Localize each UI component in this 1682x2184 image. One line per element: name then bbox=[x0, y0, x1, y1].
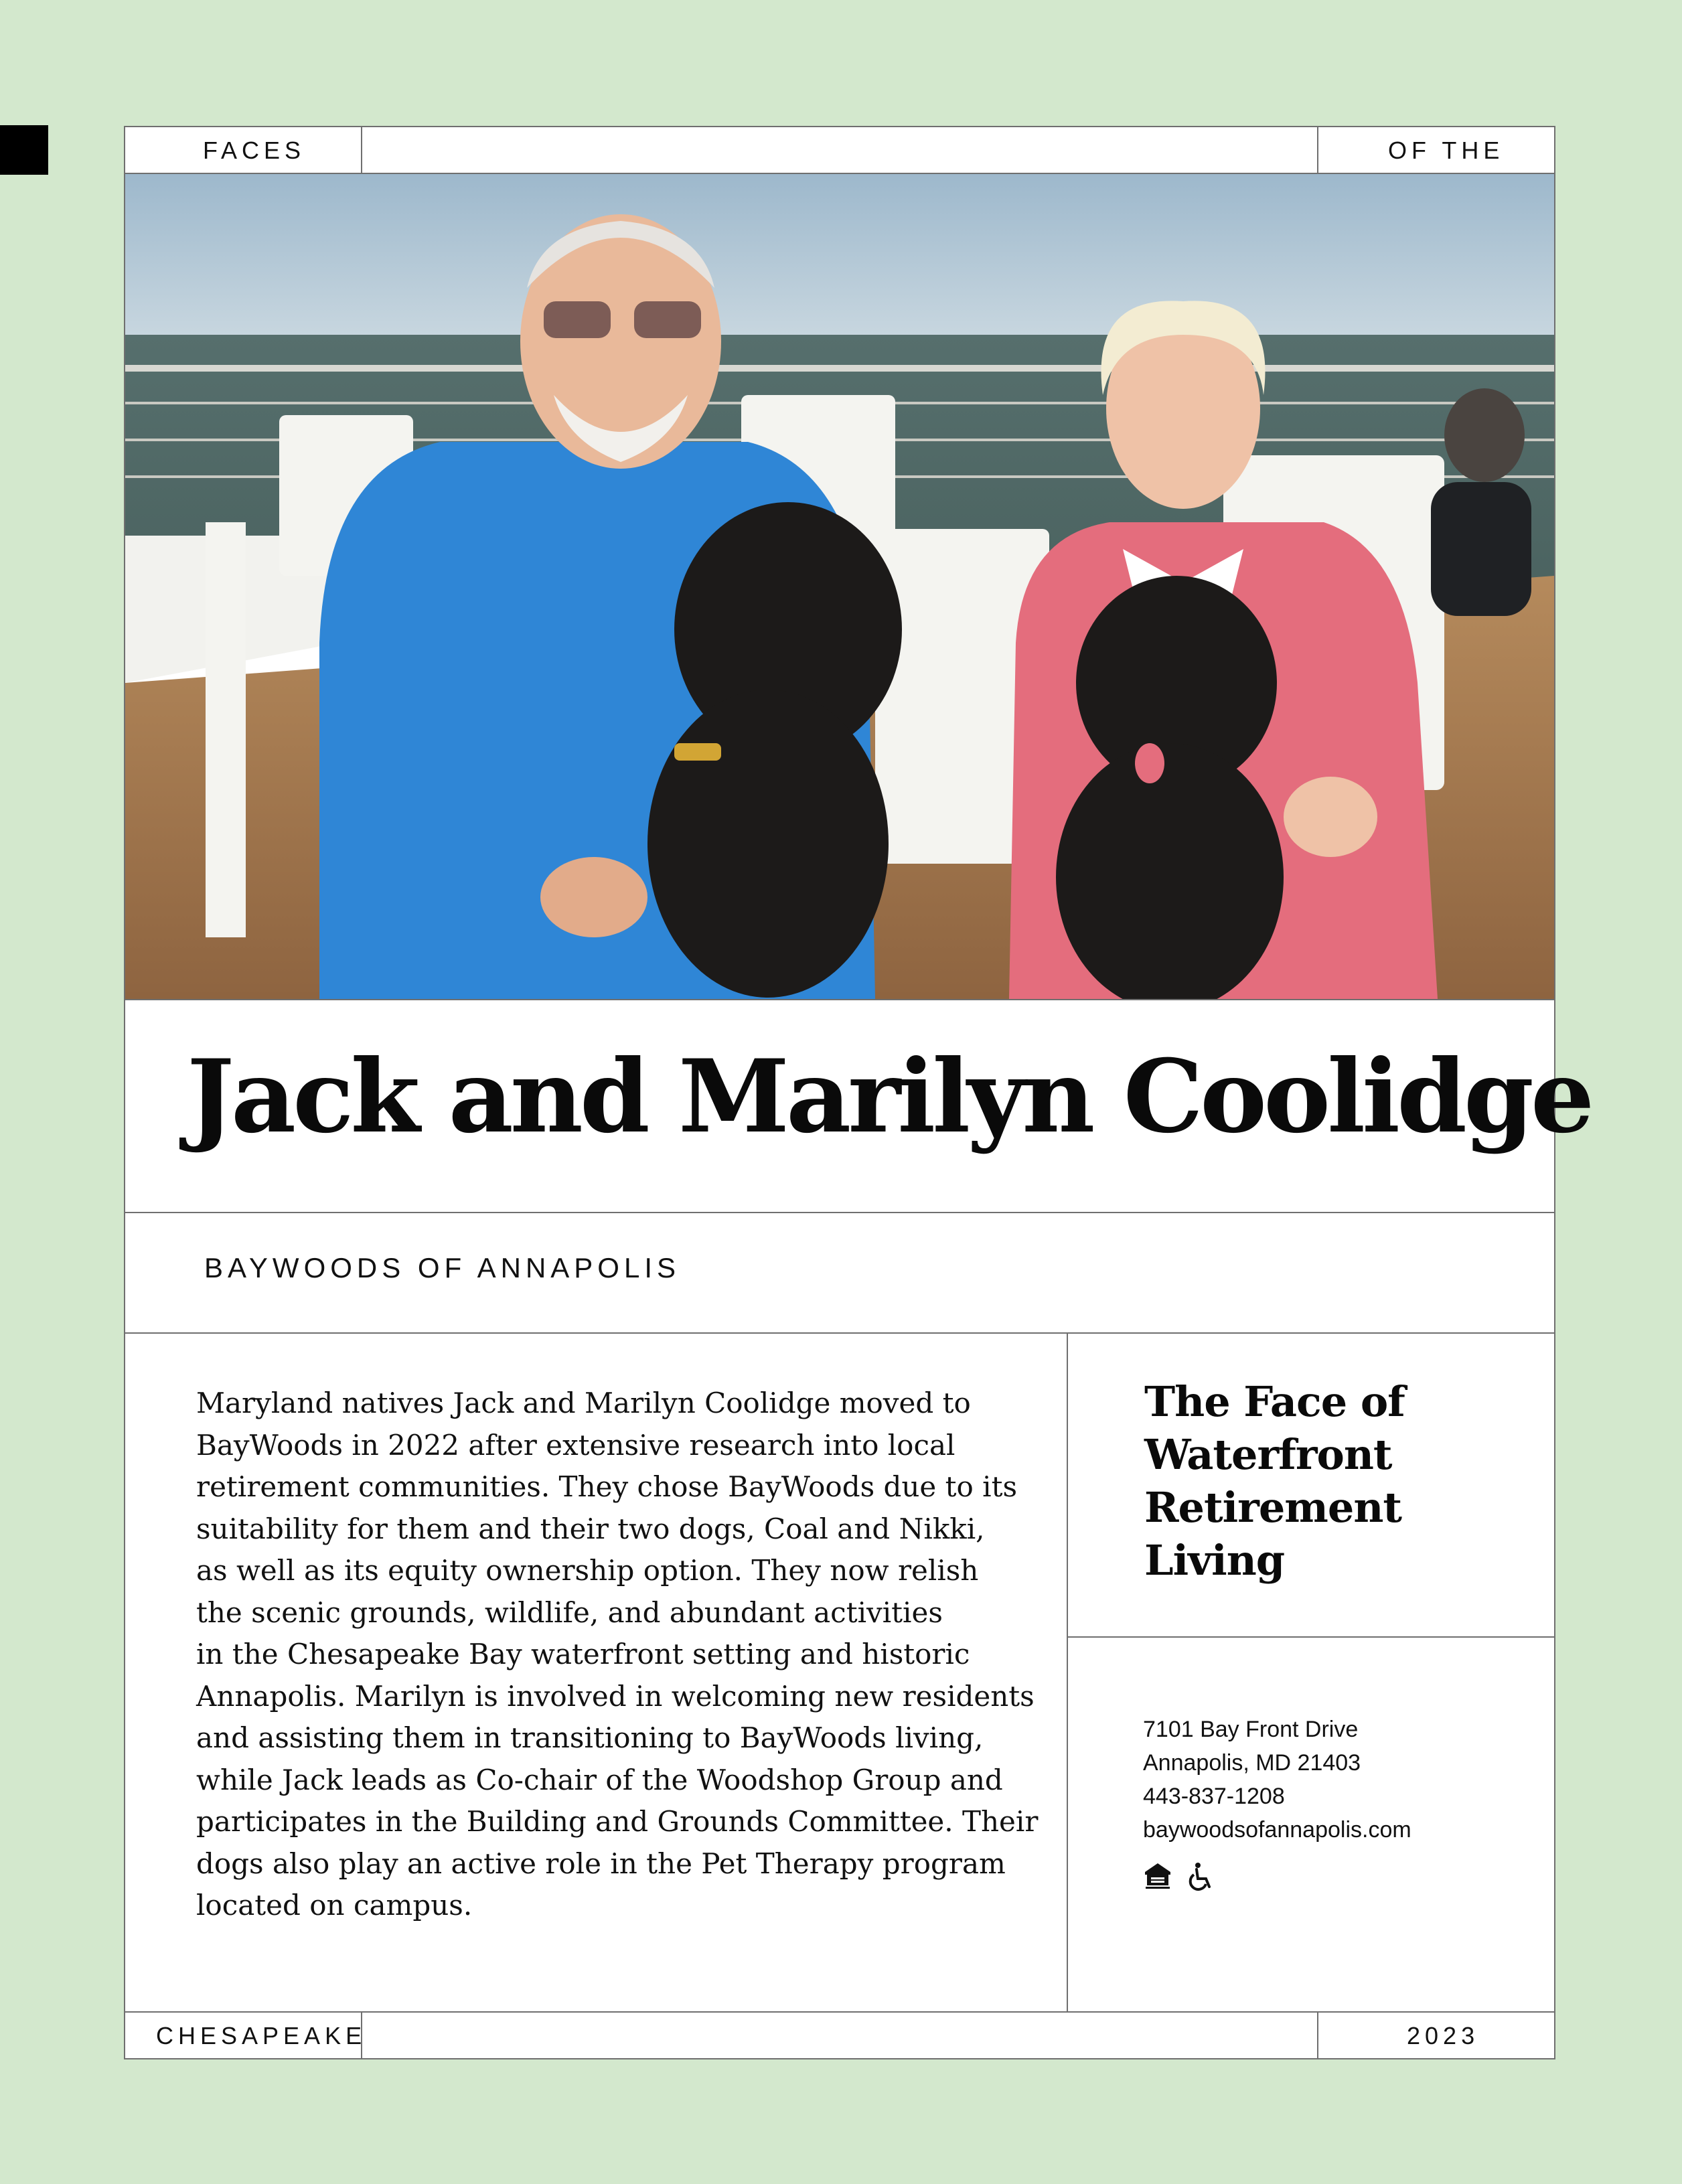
couple-with-dogs-photo bbox=[125, 174, 1554, 999]
header-divider-left bbox=[361, 127, 362, 173]
column-divider bbox=[1067, 1332, 1068, 2011]
photo-bottom-rule bbox=[125, 999, 1554, 1000]
header-right-label: OF THE bbox=[1388, 137, 1505, 164]
footer-right-label: 2023 bbox=[1407, 2022, 1480, 2049]
footer-rule bbox=[125, 2011, 1554, 2013]
title-bottom-rule bbox=[125, 1212, 1554, 1213]
railing-top bbox=[125, 365, 1554, 372]
dog-collar bbox=[674, 743, 721, 761]
sidebar-rule bbox=[1067, 1636, 1554, 1638]
subtitle-bottom-rule bbox=[125, 1332, 1554, 1334]
community-name: BAYWOODS OF ANNAPOLIS bbox=[204, 1252, 681, 1283]
header-left-label: FACES bbox=[203, 137, 306, 164]
phone-number[interactable]: 443-837-1208 bbox=[1143, 1784, 1285, 1809]
equal-housing-icon bbox=[1143, 1861, 1172, 1891]
address-line2: Annapolis, MD 21403 bbox=[1143, 1750, 1361, 1776]
address-line1: 7101 Bay Front Drive bbox=[1143, 1717, 1359, 1742]
dog-tongue bbox=[1135, 743, 1164, 783]
page-tab-marker bbox=[0, 125, 48, 175]
accessibility-icons bbox=[1143, 1861, 1215, 1891]
sky bbox=[125, 174, 1554, 335]
photo-illustration bbox=[125, 174, 1554, 999]
profile-card bbox=[124, 126, 1592, 2059]
footer-divider-right bbox=[1317, 2011, 1318, 2058]
background-person bbox=[1444, 388, 1525, 482]
wheelchair-accessible-icon bbox=[1186, 1861, 1215, 1891]
header-divider-right bbox=[1317, 127, 1318, 173]
sidebar-title: The Face of Waterfront Retirement Living bbox=[1144, 1377, 1405, 1585]
profile-name-heading: Jack and Marilyn Coolidge bbox=[187, 1038, 1592, 1156]
contact-info bbox=[1143, 1713, 1411, 1847]
website-link[interactable]: baywoodsofannapolis.com bbox=[1143, 1817, 1411, 1843]
footer-left-label: CHESAPEAKE bbox=[156, 2022, 367, 2049]
profile-body-text: Maryland natives Jack and Marilyn Coolidge moved to BayWoods in 2022 after extensive research into local retirement communities. They chose BayWoods due to its suitability for them and their two dogs, Coal and Nikki, as well as its equity ownership option. They now relish the scenic grounds, wildlife, and abundant activities in the Chesapeake Bay waterfront setting and historic Annapolis. Marilyn is involved in welcoming new residents and assisting them in transitioning to BayWoods living, while Jack leads as Co-chair of the Woodshop Group and participates in the Building and Grounds Committee. Their dogs also play an active role in the Pet Therapy program located on campus. bbox=[196, 1387, 1039, 1922]
